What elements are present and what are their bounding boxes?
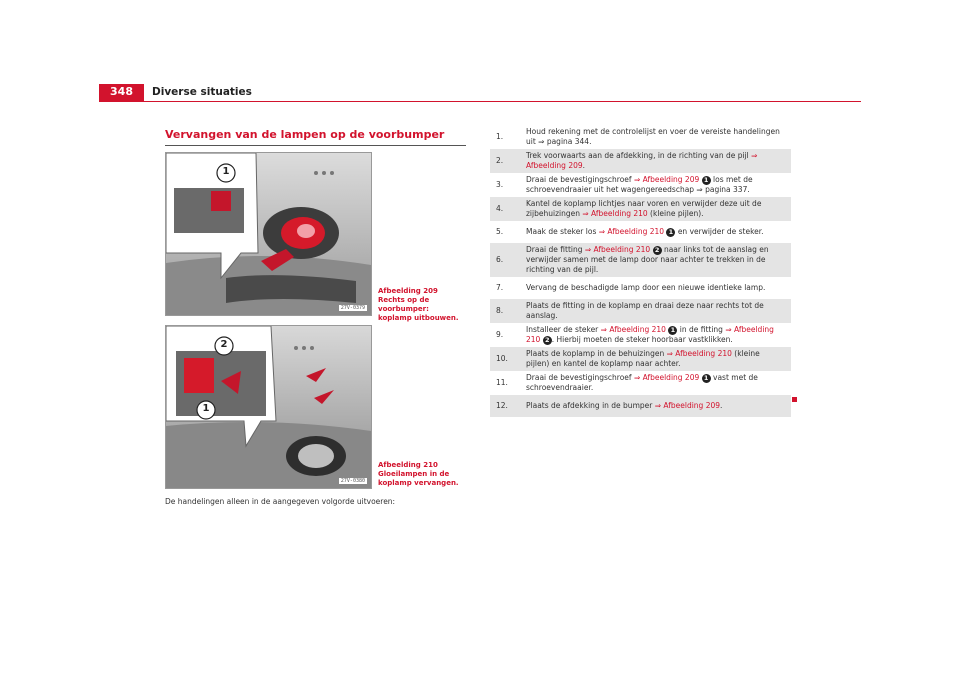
step-text-part: Draai de bevestigingschroef [526, 373, 634, 382]
callout-badge: 1 [666, 228, 675, 237]
figure-210 [165, 325, 372, 489]
step-text-part: naar links tot de aanslag en verwijder samen met de lamp door naar achter te trekken in de richting van de pijl. [526, 245, 769, 274]
section-title: Vervangen van de lampen op de voorbumper [165, 128, 445, 141]
step-text-part: (kleine pijlen) en kantel de koplamp naar achter. [526, 349, 760, 368]
step-text-part: vast met de schroevendraaier. [526, 373, 758, 392]
steps-list [490, 125, 791, 417]
step-row [490, 173, 791, 197]
step-text-part: Plaats de afdekking in de bumper [526, 401, 655, 410]
figure-reference-link: ⇒ Afbeelding 210 [526, 325, 774, 344]
step-number: 9. [496, 330, 504, 339]
figure-210-callout-2: 2 [220, 339, 228, 350]
step-text [526, 127, 791, 147]
step-number: 3. [496, 180, 504, 189]
figure-209-callout-1: 1 [222, 166, 230, 177]
step-row [490, 395, 791, 417]
step-row [490, 299, 791, 323]
step-text-part: (kleine pijlen). [647, 209, 704, 218]
figure-reference-link: ⇒ Afbeelding 209 [633, 373, 700, 382]
figure-reference-link: ⇒ Afbeelding 209 [526, 151, 758, 170]
step-number: 8. [496, 306, 504, 315]
step-text [526, 199, 791, 219]
step-text [526, 325, 791, 345]
step-text-part: . [582, 161, 586, 170]
step-text-part: Plaats de koplamp in de behuizingen [526, 349, 667, 358]
step-text-part: Installeer de steker [526, 325, 601, 334]
step-text-part: los met de schroevendraaier uit het wagengereedschap ⇒ pagina 337. [526, 175, 753, 194]
figure-reference-link: ⇒ Afbeelding 210 [600, 325, 666, 334]
figure-reference-link: ⇒ Afbeelding 210 [666, 349, 732, 358]
step-text [526, 349, 791, 369]
figure-209-illustration [166, 153, 371, 315]
step-number: 10. [496, 354, 508, 363]
step-text [526, 151, 791, 171]
figure-reference-link: ⇒ Afbeelding 210 [598, 227, 665, 236]
callout-badge: 2 [543, 336, 552, 345]
step-text-part: Draai de fitting [526, 245, 585, 254]
section-rule [165, 145, 466, 146]
page-number-box [99, 84, 144, 101]
step-text [526, 175, 791, 195]
step-row [490, 243, 791, 277]
intro-text: De handelingen alleen in de aangegeven volgorde uitvoeren: [165, 497, 396, 506]
step-number: 4. [496, 204, 504, 213]
callout-badge: 1 [702, 374, 711, 383]
step-row [490, 323, 791, 347]
step-text [526, 401, 791, 411]
header-title: Diverse situaties [152, 86, 252, 98]
step-row [490, 277, 791, 299]
header-rule [99, 101, 861, 102]
step-text [526, 283, 791, 293]
step-row [490, 197, 791, 221]
figure-210-code: 27V-0380 [340, 478, 365, 484]
step-number: 7. [496, 283, 504, 292]
step-text-part: Draai de bevestigingschroef [526, 175, 634, 184]
figure-209-caption: Afbeelding 209 Rechts op de voorbumper: koplamp uitbouwen. [378, 287, 459, 322]
figure-reference-link: ⇒ Afbeelding 210 [584, 245, 651, 254]
step-row [490, 347, 791, 371]
step-number: 6. [496, 255, 504, 264]
step-text-part: en verwijder de steker. [675, 227, 764, 236]
step-number: 5. [496, 227, 504, 236]
step-text-part: Houd rekening met de controlelijst en voer de vereiste handelingen uit ⇒ pagina 344. [526, 127, 780, 146]
callout-badge: 1 [702, 176, 711, 185]
callout-badge: 2 [653, 246, 662, 255]
step-row [490, 371, 791, 395]
figure-reference-link: ⇒ Afbeelding 209 [633, 175, 700, 184]
step-text [526, 373, 791, 393]
step-row [490, 221, 791, 243]
step-text-part: . Hierbij moeten de steker hoorbaar vastklikken. [551, 335, 733, 344]
step-text-part: Vervang de beschadigde lamp door een nieuwe identieke lamp. [526, 283, 766, 292]
step-number: 11. [496, 378, 508, 387]
step-text-part: Trek voorwaarts aan de afdekking, in de richting van de pijl [526, 151, 752, 160]
figure-209-code: 27V-0379 [340, 305, 365, 311]
step-row [490, 125, 791, 149]
step-text-part: in de fitting [677, 325, 726, 334]
step-number: 12. [496, 401, 508, 410]
step-text [526, 227, 791, 237]
figure-210-illustration [166, 326, 371, 488]
figure-reference-link: ⇒ Afbeelding 209 [654, 401, 721, 410]
figure-210-callout-1: 1 [202, 403, 210, 414]
end-of-section-marker [792, 397, 797, 402]
step-number: 2. [496, 156, 504, 165]
figure-210-caption: Afbeelding 210 Gloeilampen in de koplamp vervangen. [378, 461, 459, 487]
step-row [490, 149, 791, 173]
page-number: 348 [110, 85, 133, 98]
step-text-part: Plaats de fitting in de koplamp en draai deze naar rechts tot de aanslag. [526, 301, 764, 320]
step-text-part: Kantel de koplamp lichtjes naar voren en verwijder deze uit de zijbehuizingen [526, 199, 762, 218]
step-text-part: Maak de steker los [526, 227, 599, 236]
step-number: 1. [496, 132, 504, 141]
figure-reference-link: ⇒ Afbeelding 210 [582, 209, 648, 218]
figure-209 [165, 152, 372, 316]
callout-badge: 1 [668, 326, 677, 335]
step-text [526, 301, 791, 321]
step-text [526, 245, 791, 275]
step-text-part: . [720, 401, 723, 410]
